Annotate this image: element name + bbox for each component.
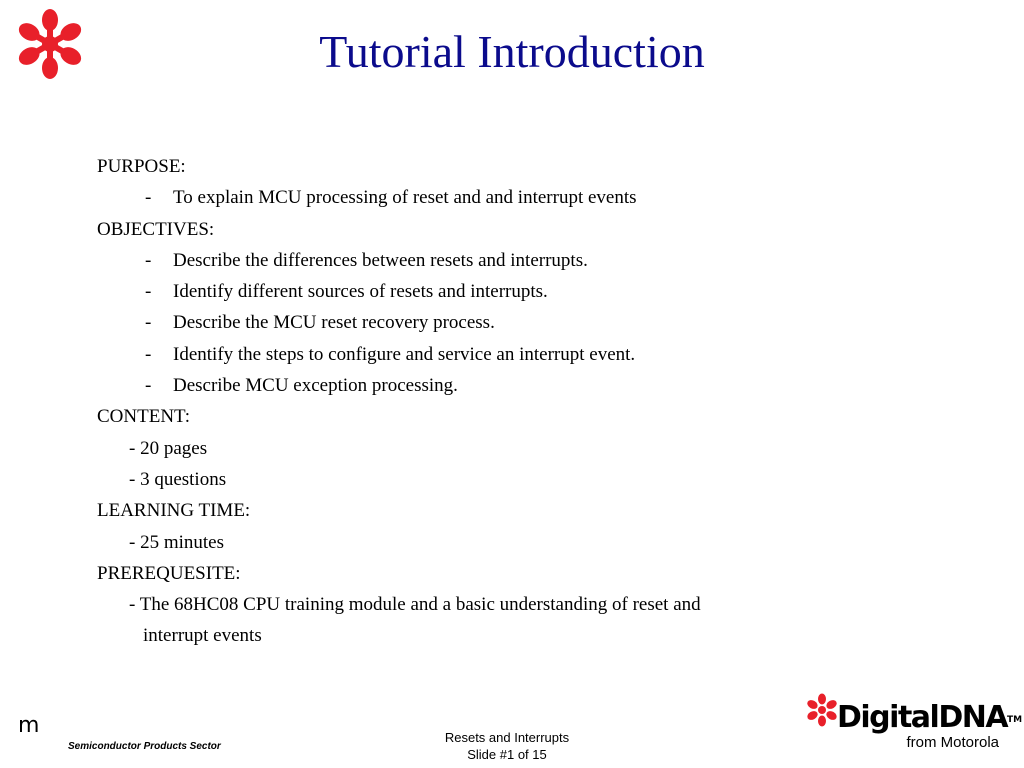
content-item: - 20 pages: [129, 437, 208, 459]
bullet-dash: -: [145, 312, 152, 334]
content-heading: CONTENT:: [97, 406, 190, 428]
slide-body: [97, 151, 917, 652]
prerequisite-item-continuation: interrupt events: [143, 625, 262, 647]
learning-time-item: - 25 minutes: [129, 531, 224, 553]
purpose-item-text: To explain MCU processing of reset and and interrupt events: [173, 187, 637, 209]
slide-footer: [400, 729, 614, 763]
objective-item-text: Describe MCU exception processing.: [173, 375, 458, 397]
objective-item-text: Identify different sources of resets and interrupts.: [173, 281, 548, 303]
dna-logo-wordmark: [837, 700, 1022, 736]
objective-item: [97, 370, 917, 401]
bullet-dash: -: [145, 249, 152, 271]
bullet-dash: -: [145, 281, 152, 303]
slide-title: Tutorial Introduction: [319, 26, 705, 77]
slide-number: Slide #1 of 15: [467, 747, 547, 762]
learning-time-heading: LEARNING TIME:: [97, 500, 251, 522]
trademark-mark: TM: [1007, 715, 1023, 725]
sector-label: Semiconductor Products Sector: [68, 741, 221, 752]
objective-item-text: Describe the differences between resets and interrupts.: [173, 249, 588, 271]
course-title: Resets and Interrupts: [444, 730, 570, 745]
content-item: - 3 questions: [129, 468, 227, 490]
objective-item-text: Describe the MCU reset recovery process.: [173, 312, 495, 334]
objectives-heading: OBJECTIVES:: [97, 218, 215, 240]
bullet-dash: -: [145, 343, 152, 365]
bullet-dash: -: [145, 187, 152, 209]
dna-flower-icon: [805, 692, 839, 728]
dna-logo-digital: Digital: [837, 700, 939, 735]
objective-item-text: Identify the steps to configure and service an interrupt event.: [173, 343, 636, 365]
bullet-dash: -: [145, 375, 152, 397]
objective-item: [97, 339, 917, 370]
objective-item: [97, 245, 917, 276]
objective-item: [97, 307, 917, 338]
dna-logo-from: from Motorola: [906, 734, 999, 751]
purpose-item: [97, 182, 917, 213]
motorola-logo-icon: m: [18, 713, 40, 738]
purpose-heading: PURPOSE:: [97, 156, 186, 177]
digital-dna-logo: [805, 690, 1023, 756]
objective-item: [97, 276, 917, 307]
prerequisite-heading: PREREQUESITE:: [97, 562, 241, 584]
prerequisite-item: - The 68HC08 CPU training module and a basic understanding of reset and: [129, 594, 701, 616]
dna-logo-dna: DNA: [938, 700, 1008, 735]
